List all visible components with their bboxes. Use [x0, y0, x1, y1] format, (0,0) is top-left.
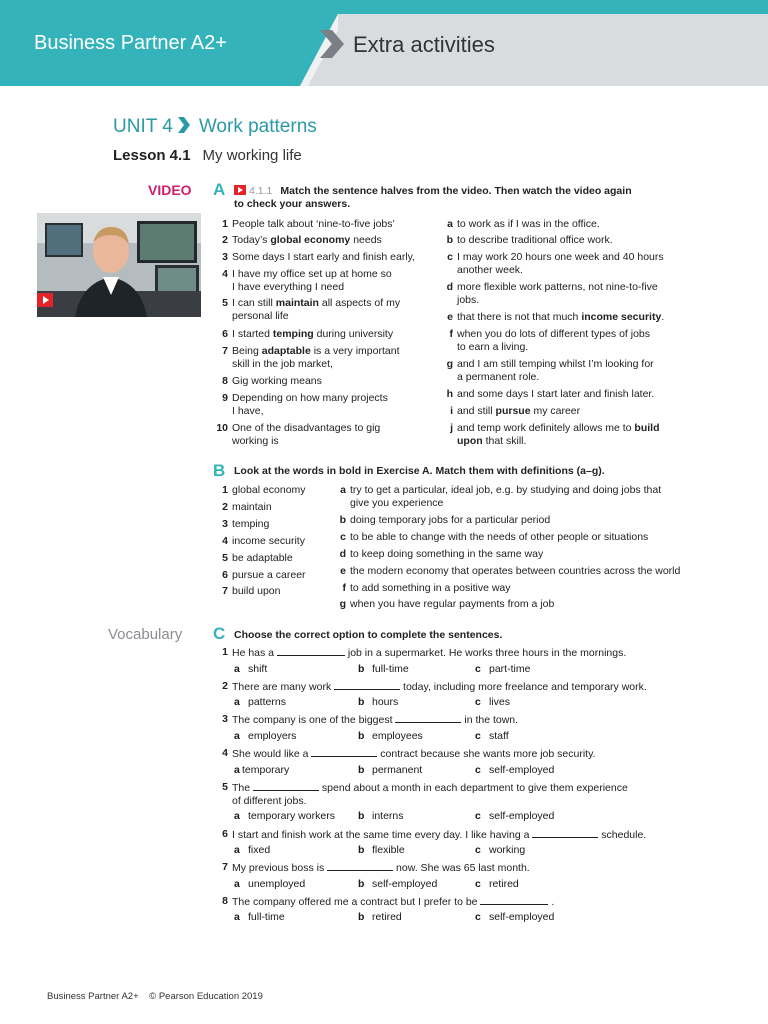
q2-option-c[interactable]: c lives [475, 696, 511, 708]
answer-blank[interactable] [277, 646, 345, 656]
q1-option-c[interactable]: c part-time [475, 663, 531, 675]
answer-blank[interactable] [327, 861, 393, 871]
video-still-image [37, 213, 201, 317]
unit-heading [113, 116, 317, 138]
q7-option-c[interactable]: c retired [475, 878, 519, 890]
unit-label: UNIT 4 [113, 116, 173, 137]
answer-blank[interactable] [334, 680, 400, 690]
q3-option-a[interactable]: a employers [234, 730, 297, 742]
q2-option-b[interactable]: b hours [358, 696, 399, 708]
q4-option-c[interactable]: c self-employed [475, 764, 555, 776]
page-header [0, 0, 768, 86]
lesson-title: My working life [202, 147, 302, 164]
instruction-line-1: Match the sentence halves from the video. Then watch the video again [280, 185, 632, 197]
exercise-letter-a: A [213, 180, 226, 199]
q4-option-b[interactable]: b permanent [358, 764, 423, 776]
book-title: Business Partner A2+ [34, 32, 227, 54]
video-code: 4.1.1 [249, 185, 273, 197]
lesson-heading [113, 147, 302, 164]
q3-option-b[interactable]: b employees [358, 730, 423, 742]
q5-option-b[interactable]: b interns [358, 810, 404, 822]
q8-option-b[interactable]: b retired [358, 911, 402, 923]
exercise-letter-b: B [213, 461, 226, 480]
answer-blank[interactable] [253, 781, 319, 791]
vocabulary-label: Vocabulary [108, 626, 183, 643]
q6-option-c[interactable]: c working [475, 844, 526, 856]
unit-title: Work patterns [198, 116, 317, 137]
q6-option-a[interactable]: a fixed [234, 844, 271, 856]
q7-option-a[interactable]: a unemployed [234, 878, 306, 890]
exercise-b-instruction: Look at the words in bold in Exercise A. Match them with definitions (a–g). [234, 465, 605, 477]
section-title: Extra activities [353, 32, 495, 57]
q6-option-b[interactable]: b flexible [358, 844, 405, 856]
lesson-number: Lesson 4.1 [113, 147, 191, 164]
exercise-letter-c: C [213, 624, 226, 643]
q1-option-a[interactable]: a shift [234, 663, 268, 675]
exercise-a-instruction [234, 185, 632, 211]
chevron-right-icon [318, 28, 346, 60]
q4-option-a[interactable]: a temporary [234, 764, 290, 776]
chevron-right-icon [177, 116, 191, 134]
answer-blank[interactable] [311, 747, 377, 757]
answer-blank[interactable] [395, 713, 461, 723]
q8-option-c[interactable]: c self-employed [475, 911, 555, 923]
video-thumbnail[interactable] [37, 213, 201, 317]
q3-option-c[interactable]: c staff [475, 730, 509, 742]
q2-option-a[interactable]: a patterns [234, 696, 286, 708]
exercise-c-instruction: Choose the correct option to complete the sentences. [234, 629, 503, 641]
video-label: VIDEO [148, 182, 192, 198]
q5-option-c[interactable]: c self-employed [475, 810, 555, 822]
page-footer: Business Partner A2+ © Pearson Education 2019 [47, 991, 263, 1002]
answer-blank[interactable] [532, 828, 598, 838]
answer-blank[interactable] [480, 895, 548, 905]
q1-option-b[interactable]: b full-time [358, 663, 409, 675]
play-video-icon[interactable] [234, 185, 246, 195]
header-top-bar [0, 0, 768, 14]
q5-option-a[interactable]: a temporary workers [234, 810, 335, 822]
instruction-line-2: to check your answers. [234, 198, 351, 210]
q8-option-a[interactable]: a full-time [234, 911, 285, 923]
q7-option-b[interactable]: b self-employed [358, 878, 438, 890]
